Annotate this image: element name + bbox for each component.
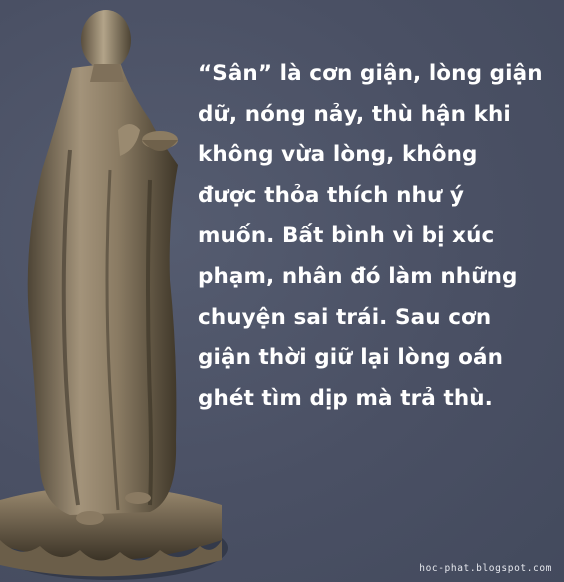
quote-line: ghét tìm dịp mà trả thù. bbox=[198, 385, 493, 411]
statue-neck bbox=[90, 64, 124, 82]
quote-text bbox=[198, 54, 548, 419]
statue-robe bbox=[28, 62, 178, 515]
quote-line: “Sân” là cơn giận, lòng giận bbox=[198, 61, 543, 86]
quote-line: không vừa lòng, không bbox=[198, 142, 478, 168]
quote-line: được thỏa thích như ý bbox=[198, 182, 465, 208]
statue-foot bbox=[125, 492, 151, 504]
quote-line: muốn. Bất bình vì bị xúc bbox=[198, 223, 495, 249]
quote-line: phạm, nhân đó làm những bbox=[198, 263, 518, 289]
statue-head bbox=[81, 10, 131, 70]
quote-line: dữ, nóng nảy, thù hận khi bbox=[198, 101, 511, 127]
quote-line: chuyện sai trái. Sau cơn bbox=[198, 304, 492, 330]
watermark: hoc-phat.blogspot.com bbox=[419, 563, 552, 574]
statue-foot bbox=[76, 511, 104, 525]
quote-line: giận thời giữ lại lòng oán bbox=[198, 345, 504, 371]
